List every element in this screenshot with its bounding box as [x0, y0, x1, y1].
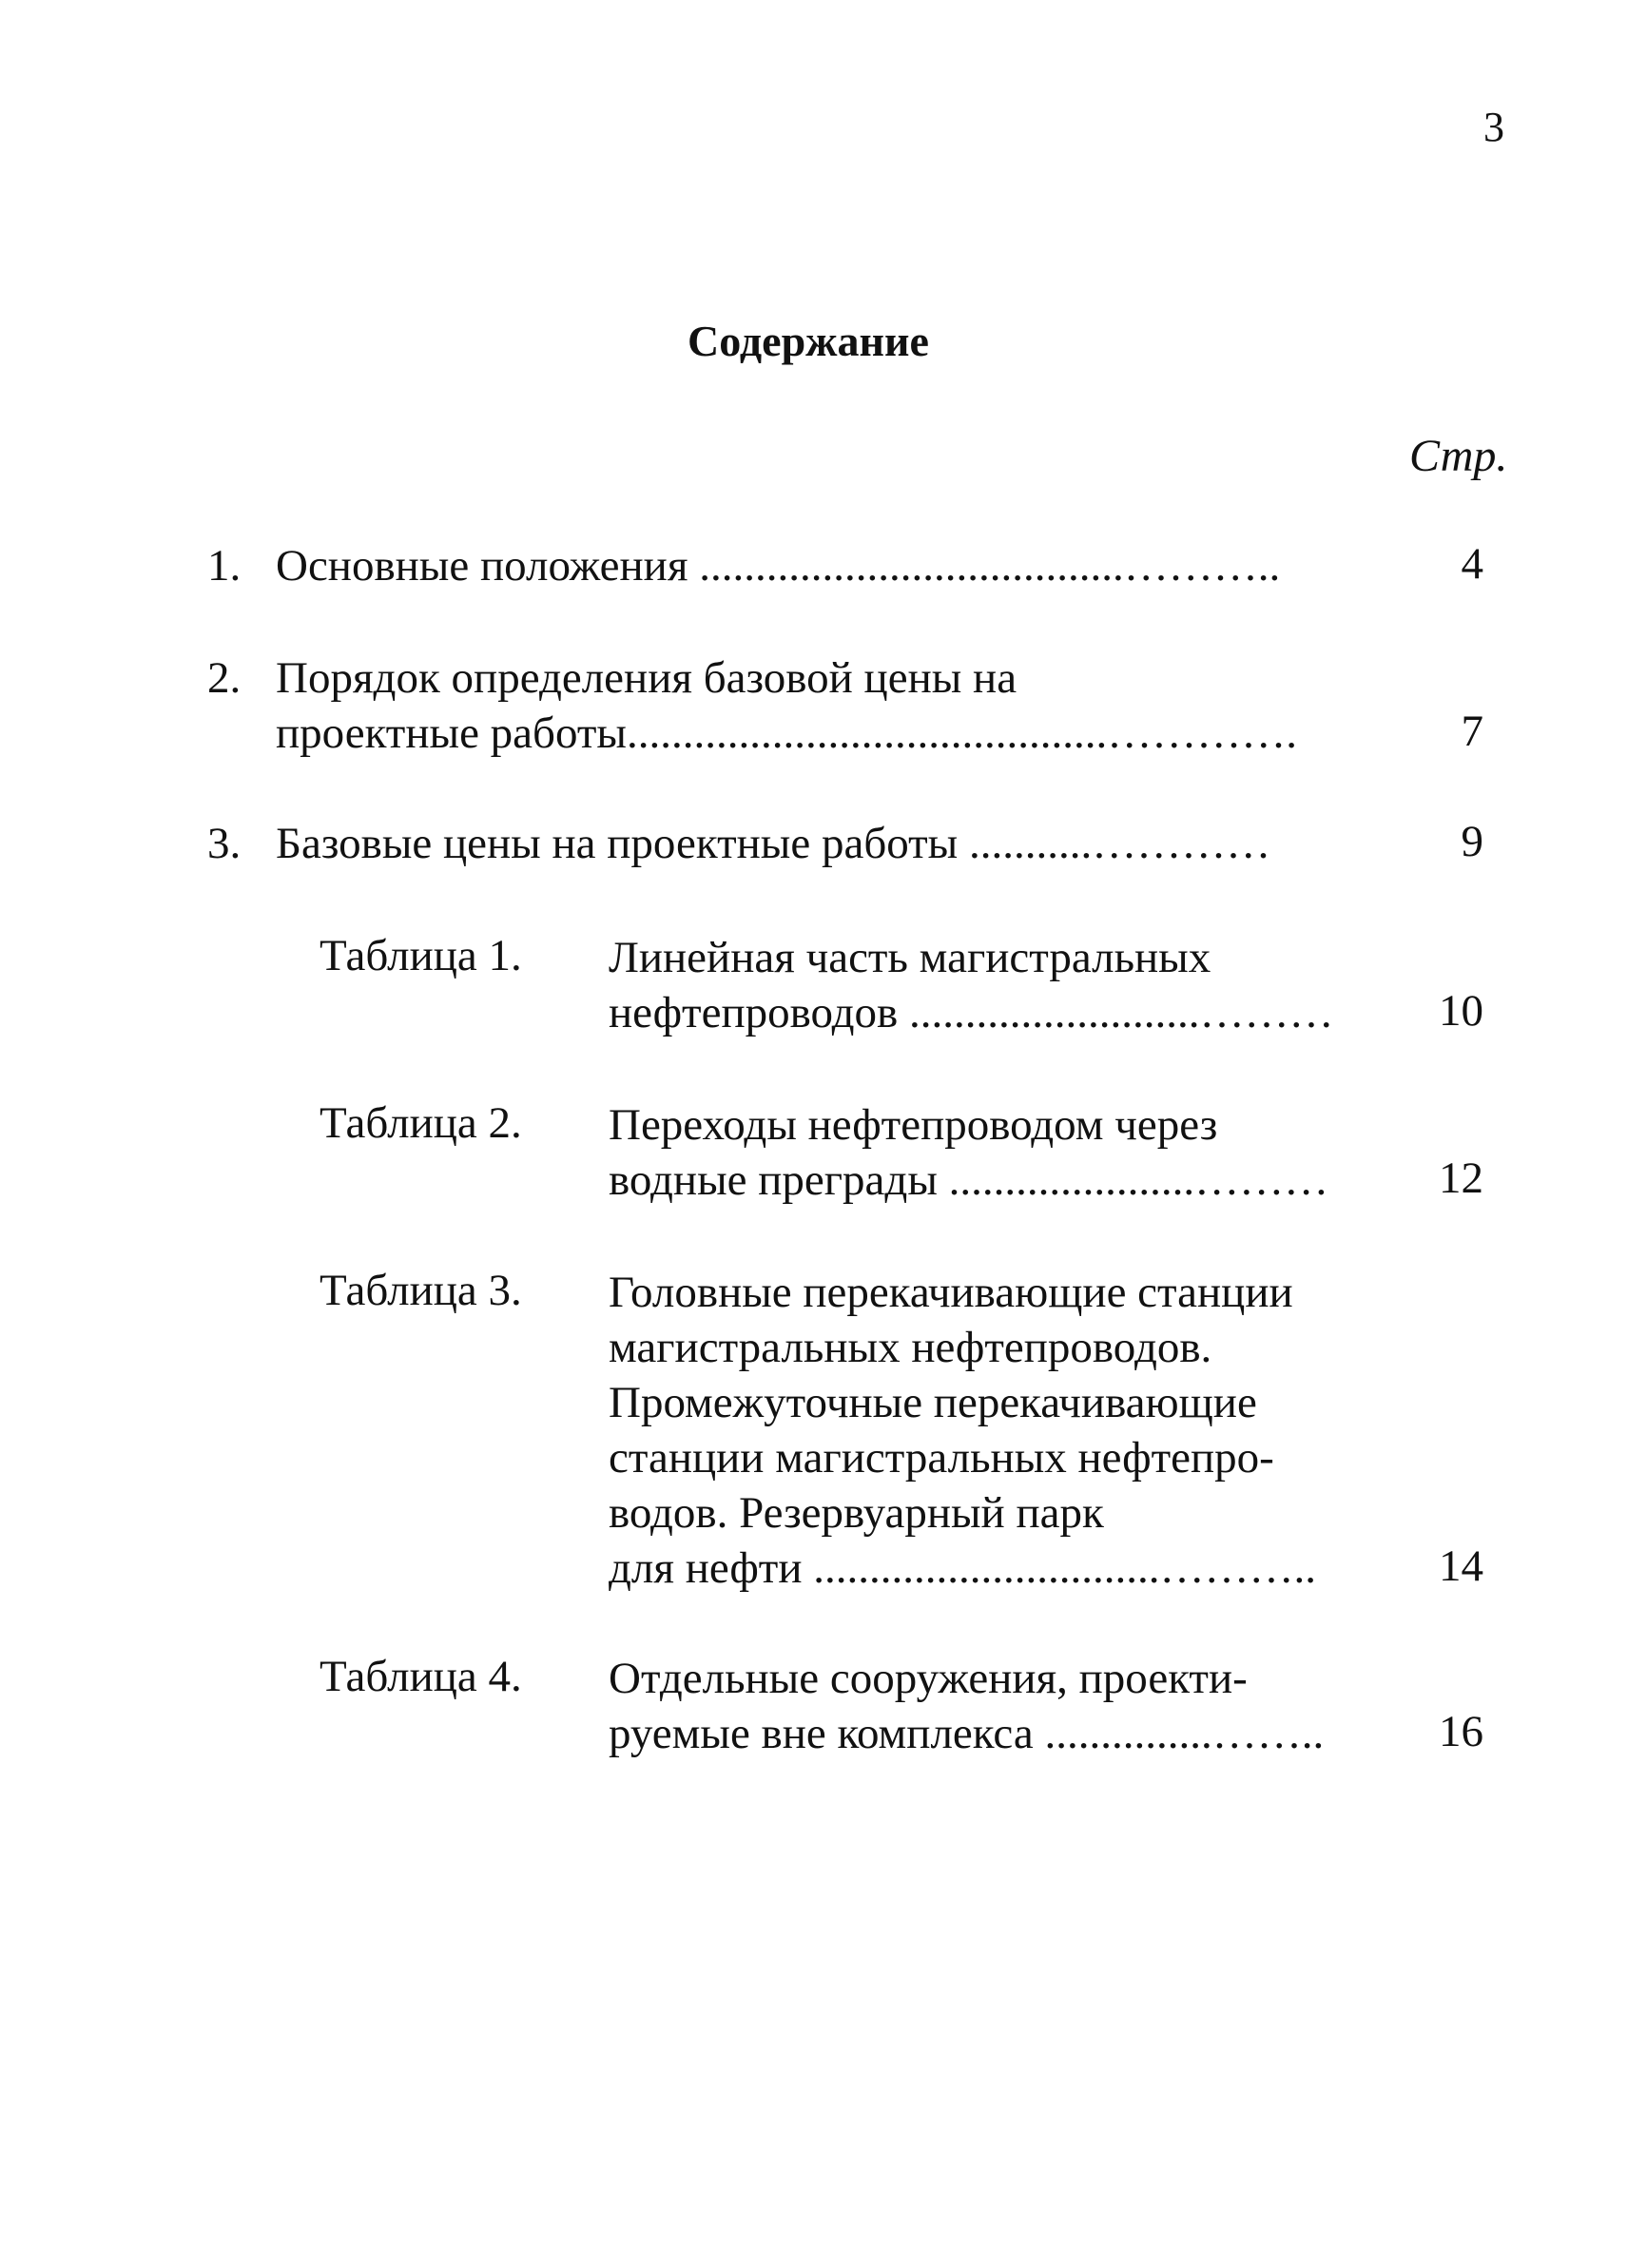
table-entry-line: Отдельные сооружения, проекти-: [609, 1654, 1248, 1703]
table-entry-page: 16: [1439, 1707, 1483, 1756]
table-entry-page: 14: [1439, 1541, 1483, 1591]
toc-entry-text: [276, 650, 1297, 761]
table-entry-line: Промежуточные перекачивающие: [609, 1378, 1257, 1427]
table-entry-label: Таблица 3.: [320, 1266, 522, 1315]
toc-entry-line: проектные работы...........................................………….: [276, 708, 1297, 758]
toc-entry-page: 9: [1461, 817, 1483, 866]
toc-entry-text: [276, 816, 1270, 871]
table-entry-line: водов. Резервуарный парк: [609, 1488, 1104, 1538]
table-entry-line: руемые вне комплекса ...............……..: [609, 1709, 1325, 1758]
page-number: 3: [1483, 104, 1504, 150]
table-entry-line: магистральных нефтепроводов.: [609, 1323, 1212, 1372]
table-entry-text: [609, 1265, 1316, 1596]
toc-entry-text: [276, 538, 1280, 593]
table-entry-text: [609, 1097, 1328, 1208]
toc-entry-page: 7: [1461, 707, 1483, 756]
table-entry-text: [609, 930, 1333, 1040]
table-entry-line: Линейная часть магистральных: [609, 933, 1211, 982]
page-title: Содержание: [688, 317, 929, 365]
table-entry-line: для нефти ...............................………..: [609, 1543, 1316, 1593]
toc-entry-page: 4: [1461, 539, 1483, 589]
toc-entry-line: Базовые цены на проектные работы ...........…………: [276, 819, 1271, 868]
table-entry-text: [609, 1651, 1324, 1761]
table-entry-line: Переходы нефтепроводом через: [609, 1100, 1218, 1150]
table-entry-line: Головные перекачивающие станции: [609, 1268, 1293, 1317]
page-column-header: Стр.: [1409, 431, 1508, 481]
table-entry-line: нефтепроводов ..........................………: [609, 988, 1334, 1037]
toc-entry-line: Основные положения ......................................………..: [276, 541, 1281, 591]
table-entry-label: Таблица 1.: [320, 931, 522, 980]
toc-entry-number: 3.: [207, 819, 242, 868]
table-entry-page: 10: [1439, 986, 1483, 1036]
table-entry-label: Таблица 2.: [320, 1098, 522, 1148]
table-entry-label: Таблица 4.: [320, 1652, 522, 1701]
table-entry-page: 12: [1439, 1153, 1483, 1203]
toc-entry-line: Порядок определения базовой цены на: [276, 653, 1017, 703]
table-entry-line: водные преграды ......................………: [609, 1155, 1329, 1205]
table-entry-line: станции магистральных нефтепро-: [609, 1433, 1274, 1483]
toc-entry-number: 2.: [207, 653, 242, 703]
toc-entry-number: 1.: [207, 541, 242, 591]
